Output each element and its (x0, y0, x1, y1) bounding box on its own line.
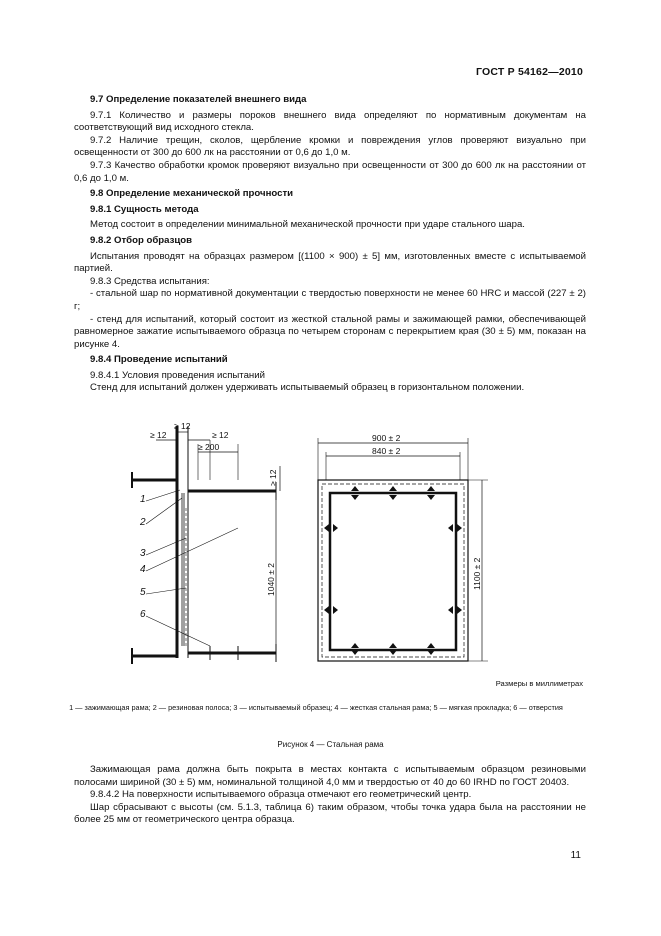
section-9-7 (74, 94, 586, 395)
para-9-8-2: Испытания проводят на образцах размером [(1100 × 900) ± 5] мм, изготовленных вместе с испытываемой партией. (74, 250, 586, 275)
page-number: 11 (570, 850, 581, 861)
para-9-7-3: 9.7.3 Качество обработки кромок проверяют визуально при освещенности от 300 до 600 лк на расстоянии от 0,6 до 1,0 м. (74, 159, 586, 184)
figure-steel-frame (110, 418, 530, 676)
callout-4: 4 (140, 564, 146, 575)
figure-legend: 1 — зажимающая рама; 2 — резиновая полоса; 3 — испытываемый образец; 4 — жесткая стальная рама; 5 — мягкая прокладка; 6 — отверстия (69, 703, 563, 712)
section-9-7-title: 9.7 Определение показателей внешнего вида (90, 94, 307, 105)
dim-ge12-top: ≥ 12 (174, 421, 191, 431)
para-9-8-4-1-title: 9.8.4.1 Условия проведения испытаний (90, 369, 265, 381)
para-9-8-3-item-1: - стальной шар по нормативной документации с твердостью поверхности не менее 60 HRC и массой (227 ± 2) г; (74, 288, 586, 312)
para-9-8-3-item-2: - стенд для испытаний, который состоит из жесткой стальной рамы и зажимающей рамки, обеспечивающей равномерное зажатие испытываемого образца по четырем сторонам с перекрытием края (30 ± 5) мм, показан на рисунке 4. (74, 313, 586, 350)
para-clamp-frame: Зажимающая рама должна быть покрыта в местах контакта с испытываемым образцом резиновыми полосами шириной (30 ± 5) мм, номинальной толщиной 4,0 мм и твердостью от 40 до 60 IRHD по ГОСТ 20403. (74, 764, 586, 788)
figure-units: Размеры в миллиметрах (495, 679, 583, 688)
para-9-8-1: Метод состоит в определении минимальной механической прочности при ударе стального шара. (90, 219, 525, 231)
section-9-8-1-title: 9.8.1 Сущность метода (90, 203, 199, 215)
section-9-8-2-title: 9.8.2 Отбор образцов (90, 234, 192, 246)
para-9-7-1: 9.7.1 Количество и размеры пороков внешнего вида определяют по нормативным документам на соответствующий вид исходного стекла. (74, 109, 586, 134)
callout-3: 3 (140, 548, 146, 559)
standard-header: ГОСТ Р 54162—2010 (475, 66, 583, 78)
dim-1040: 1040 ± 2 (266, 562, 276, 596)
para-9-8-4-2: 9.8.4.2 На поверхности испытываемого образца отмечают его геометрический центр. (90, 789, 472, 801)
section-9-8-4-title: 9.8.4 Проведение испытаний (90, 354, 228, 366)
section-9-8-title: 9.8 Определение механической прочности (90, 188, 294, 200)
para-9-8-4-1: Стенд для испытаний должен удерживать испытываемый образец в горизонтальном положении. (90, 382, 525, 394)
callout-6: 6 (140, 609, 146, 620)
para-9-7-2: 9.7.2 Наличие трещин, сколов, щербление кромки и повреждения углов проверяют визуально при освещенности от 300 до 600 лк на расстоянии от 0,6 до 1,0 м. (74, 134, 586, 159)
callout-2: 2 (140, 517, 146, 528)
dim-840: 840 ± 2 (372, 446, 401, 456)
after-figure-text (74, 764, 586, 827)
figure-caption: Рисунок 4 — Стальная рама (277, 740, 384, 749)
dim-1100: 1100 ± 2 (472, 557, 482, 590)
cross-section-drawing (132, 426, 280, 664)
dim-ge200: ≥ 200 (198, 442, 220, 452)
dim-ge12-right: ≥ 12 (212, 430, 229, 440)
callout-1: 1 (140, 494, 146, 505)
dim-ge12-left: ≥ 12 (150, 430, 167, 440)
dim-ge12-vertical: ≥ 12 (268, 469, 278, 486)
callout-5: 5 (140, 587, 146, 598)
plan-view-clamp-marks (324, 486, 462, 655)
plan-view-drawing (318, 438, 488, 661)
para-ball-drop: Шар сбрасывают с высоты (см. 5.1.3, таблица 6) таким образом, чтобы точка удара была на расстоянии не более 25 мм от геометрического центра образца. (74, 801, 586, 826)
para-9-8-3-title: 9.8.3 Средства испытания: (90, 275, 210, 287)
dim-900: 900 ± 2 (372, 433, 401, 443)
